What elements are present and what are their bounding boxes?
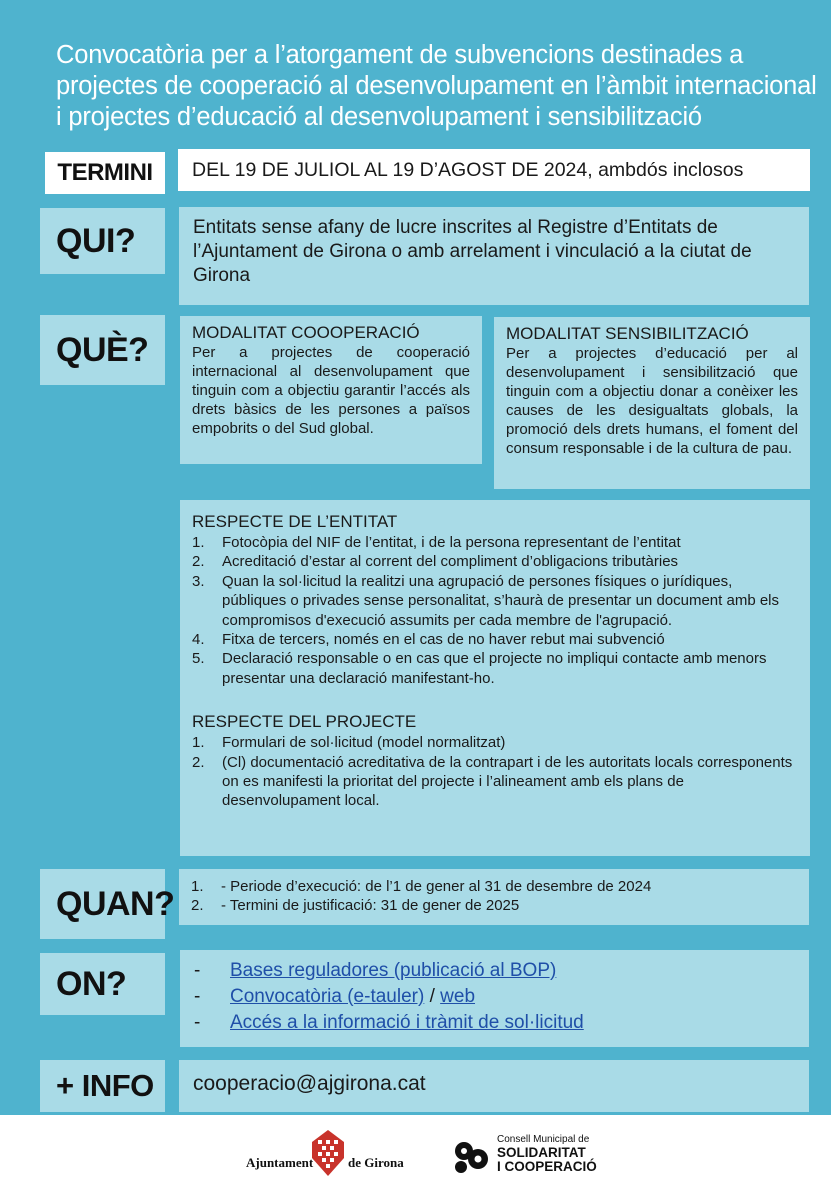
- modalitat-cooperacio: [180, 316, 482, 464]
- convocatoria-etauler-link[interactable]: Convocatòria (e-tauler): [230, 986, 425, 1007]
- list-item: - Accés a la informació i tràmit de sol·licitud: [194, 1010, 795, 1036]
- list-item: 2. (Cl) documentació acreditativa de la contrapart i de les autoritats locals corresponents on es manifesti la prioritat del projecte i l’alineament amb els plans de desenvolupament local.: [192, 753, 793, 810]
- link-separator: /: [424, 986, 441, 1007]
- tramit-sollicitud-link[interactable]: Accés a la informació i tràmit de sol·licitud: [230, 1012, 584, 1033]
- projecte-list: [192, 733, 798, 811]
- cooperacio-heading: MODALITAT COOOPERACIÓ: [192, 323, 420, 342]
- quan-label: [40, 869, 175, 939]
- web-link[interactable]: web: [440, 986, 476, 1007]
- list-item: 2. Acreditació d’estar al corrent del compliment d’obligacions tributàries: [192, 553, 679, 571]
- que-label: [40, 315, 165, 385]
- list-item: 2. - Termini de justificació: 31 de gener de 2025: [191, 897, 520, 915]
- info-label-text: + INFO: [56, 1068, 154, 1103]
- consell-line-2: SOLIDARITAT: [497, 1145, 586, 1160]
- title-line-1: Convocatòria per a l’atorgament de subvencions destinades a: [56, 41, 744, 69]
- info-box: [179, 1060, 809, 1112]
- on-label: [40, 953, 165, 1015]
- list-item: 1. Fotocòpia del NIF de l’entitat, i de la persona representant de l’entitat: [192, 534, 681, 551]
- termini-label-text: TERMINI: [57, 159, 153, 186]
- list-item: 4. Fitxa de tercers, només en el cas de no haver rebut mai subvenció: [192, 631, 665, 649]
- quan-label-text: QUAN?: [56, 884, 175, 923]
- title-line-3: i projectes d’educació al desenvolupament i sensibilització: [56, 103, 702, 131]
- quan-list: [191, 877, 797, 916]
- entitat-heading: RESPECTE DE L’ENTITAT: [192, 512, 398, 531]
- entitat-list: [192, 533, 798, 688]
- consell-line-3: I COOPERACIÓ: [497, 1159, 597, 1174]
- list-item: - Convocatòria (e-tauler) / web: [194, 986, 476, 1007]
- termini-value: [178, 149, 810, 191]
- on-label-text: ON?: [56, 964, 127, 1003]
- list-item: 1. - Periode d’execució: de l’1 de gener al 31 de desembre de 2024: [191, 878, 652, 895]
- page-title: [56, 40, 816, 133]
- title-line-2: projectes de cooperació al desenvolupament en l’àmbit internacional: [56, 72, 817, 100]
- termini-text: DEL 19 DE JULIOL AL 19 D’AGOST DE 2024, ambdós inclosos: [192, 159, 744, 181]
- documentacio-box: [180, 500, 810, 856]
- ajuntament-logo-right: de Girona: [348, 1155, 404, 1170]
- cooperacio-text: Per a projectes de cooperació internacional al desenvolupament que tinguin com a objectiu garantir l’accés als drets bàsics de les persones a països empobrits o del Sud global.: [192, 344, 470, 437]
- termini-label: [45, 152, 165, 194]
- qui-label: [40, 208, 165, 274]
- on-links: [194, 958, 795, 1036]
- info-email[interactable]: cooperacio@ajgirona.cat: [193, 1072, 426, 1095]
- que-label-text: QUÈ?: [56, 330, 149, 369]
- quan-box: [179, 869, 809, 925]
- consell-line-1: Consell Municipal de: [497, 1134, 590, 1145]
- info-label: [40, 1060, 165, 1112]
- list-item: - Bases reguladores (publicació al BOP): [194, 958, 795, 984]
- ajuntament-logo-left: Ajuntament: [246, 1155, 314, 1170]
- sensibilitzacio-heading: MODALITAT SENSIBILITZACIÓ: [506, 324, 749, 343]
- on-box: [180, 950, 809, 1047]
- footer: [0, 1115, 831, 1200]
- qui-box: [179, 207, 809, 305]
- qui-label-text: QUI?: [56, 221, 136, 260]
- consell-logo-icon: [450, 1137, 492, 1177]
- list-item: 5. Declaració responsable o en cas que el projecte no impliqui contacte amb menors presentar una declaració manifestant-ho.: [192, 650, 767, 687]
- modalitat-sensibilitzacio: [494, 317, 810, 489]
- list-item: 3. Quan la sol·licitud la realitzi una agrupació de persones físiques o jurídiques, públiques o privades sense personalitat, s’haurà de presentar un document amb els compromisos d'execució assumits per cada membre de l'agrupació.: [192, 572, 780, 629]
- bases-reguladores-link[interactable]: Bases reguladores (publicació al BOP): [230, 960, 557, 981]
- list-item: 1. Formulari de sol·licitud (model normalitzat): [192, 734, 506, 752]
- qui-text: Entitats sense afany de lucre inscrites al Registre d’Entitats de l’Ajuntament de Girona o amb arrelament i vinculació a la ciutat de Girona: [193, 217, 752, 286]
- ajuntament-shield-icon: [310, 1128, 346, 1178]
- projecte-heading: RESPECTE DEL PROJECTE: [192, 712, 417, 732]
- sensibilitzacio-text: Per a projectes d’educació per al desenvolupament i sensibilització que tinguin com a objectiu donar a conèixer les causes de les desigualtats globals, la promoció dels drets humans, el foment del consum responsable i de la cultura de pau.: [506, 345, 798, 457]
